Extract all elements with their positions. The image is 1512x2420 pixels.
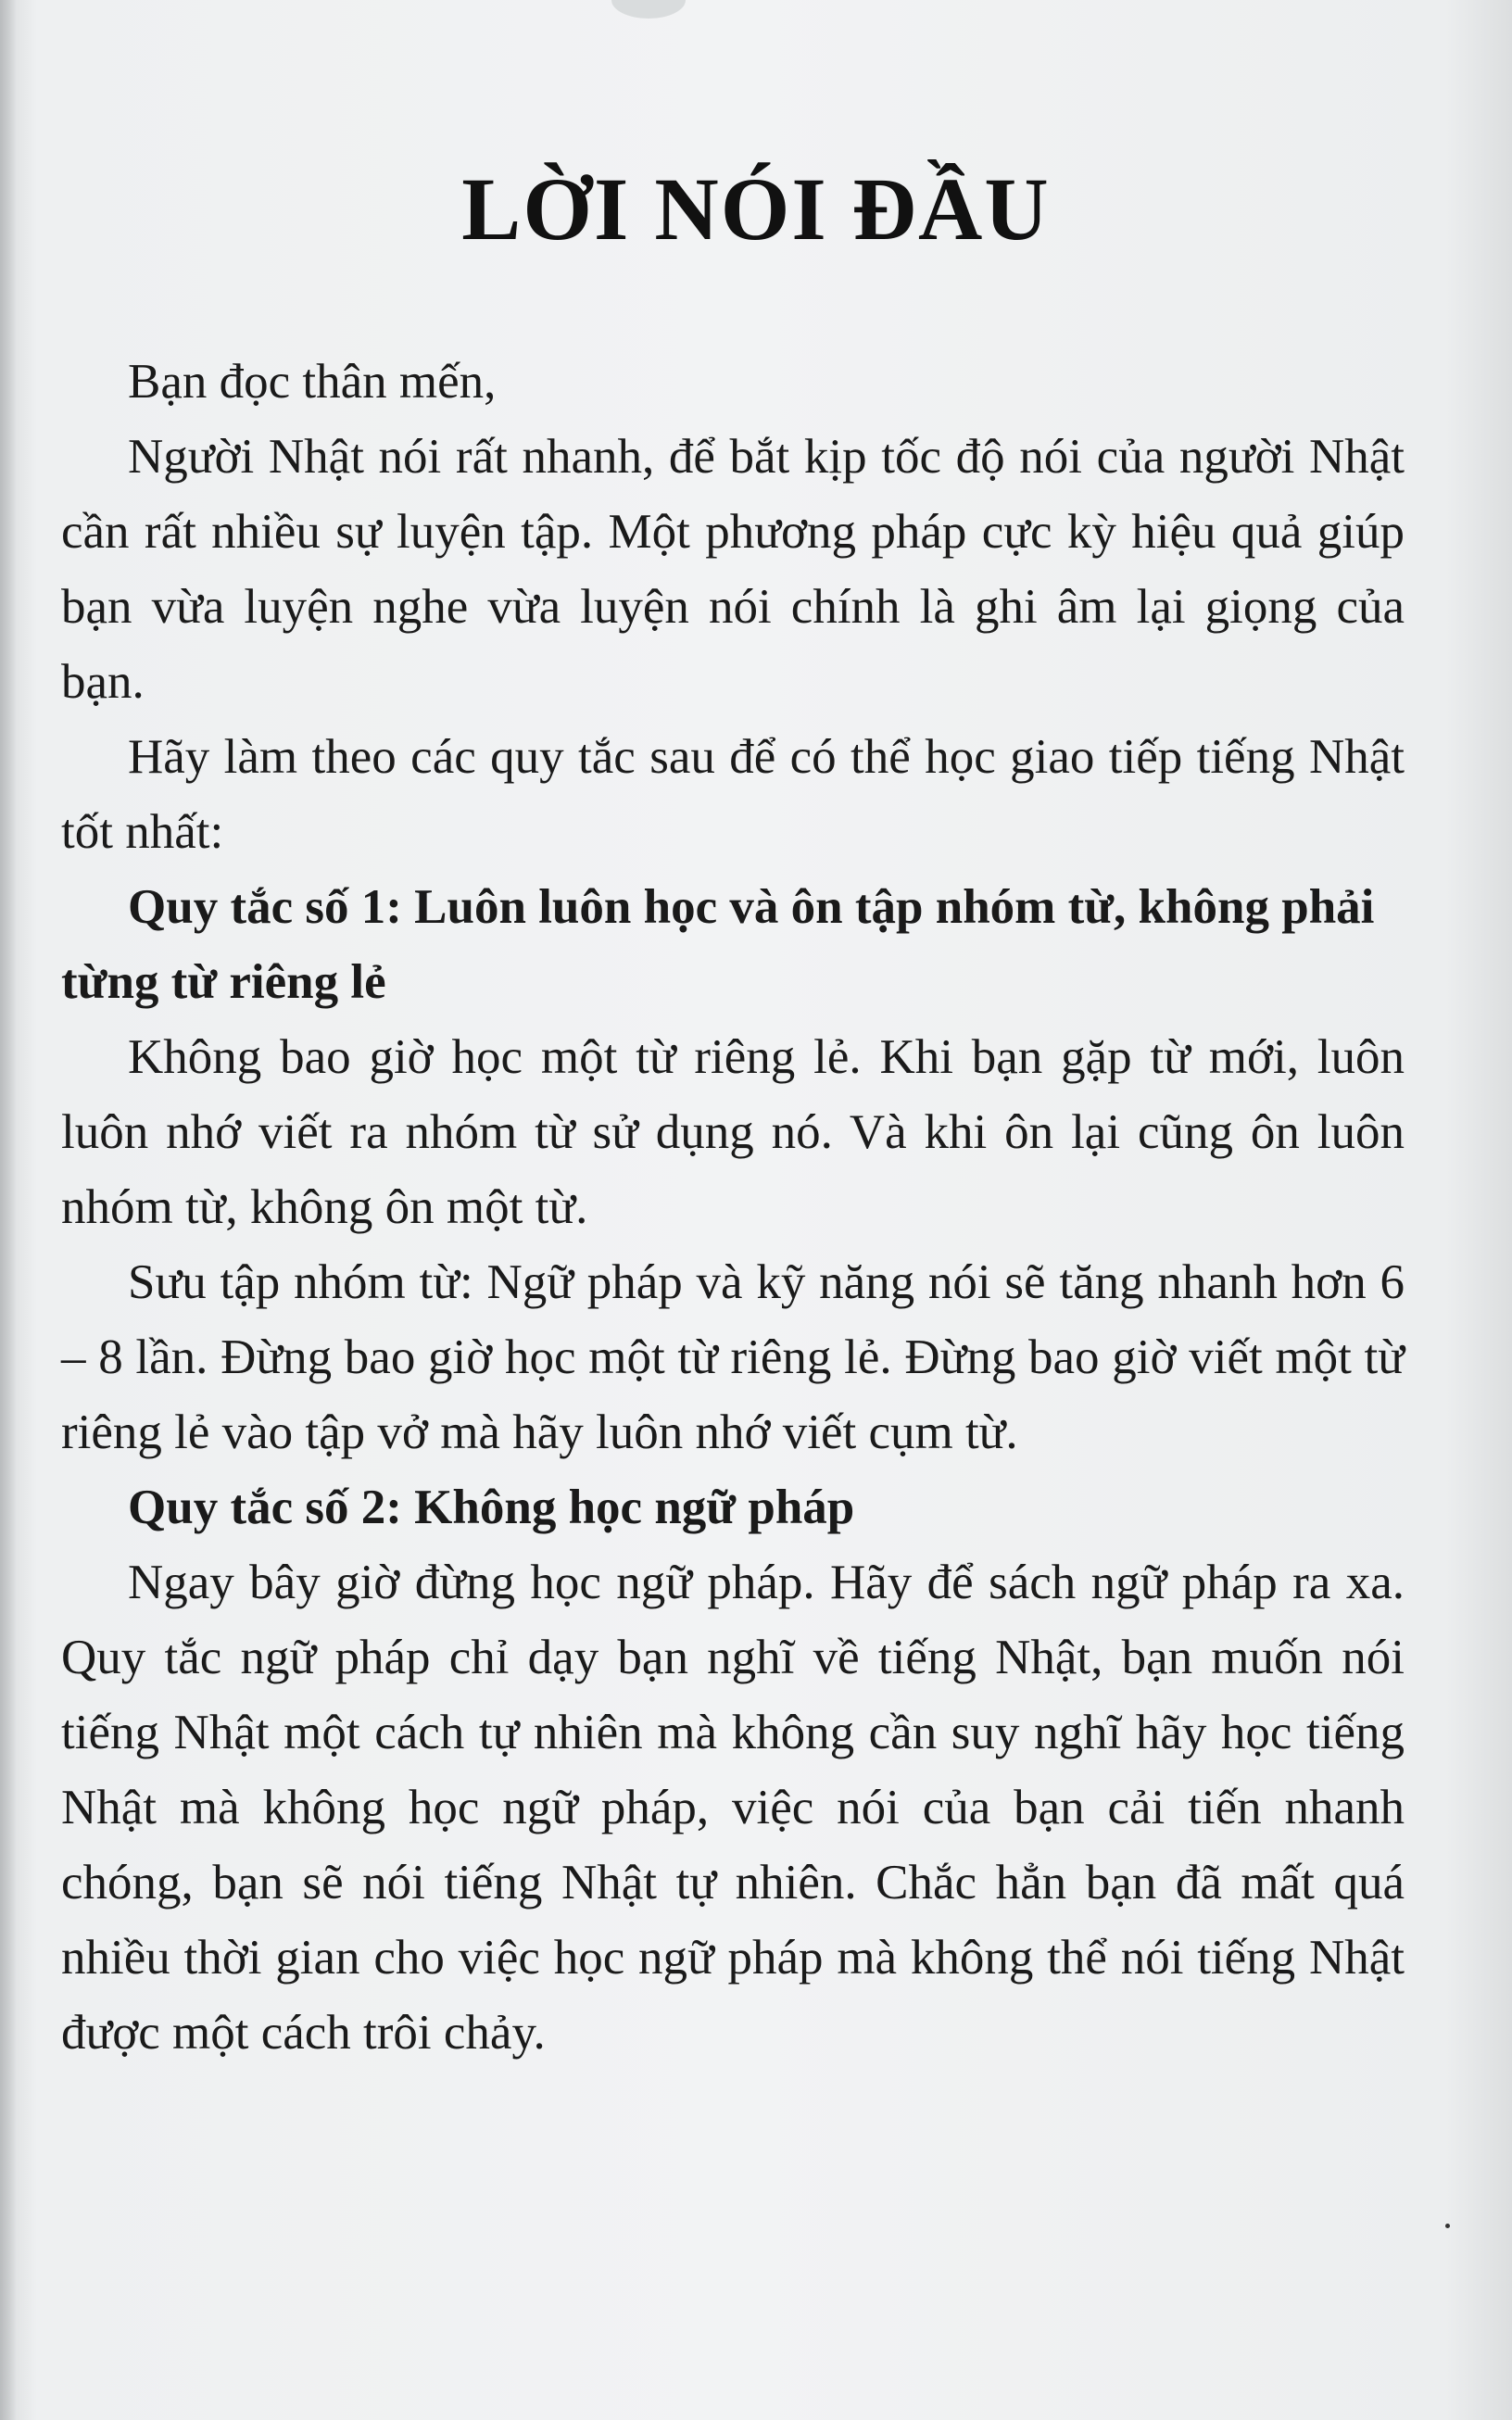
rule-1-paragraph-1: Không bao giờ học một từ riêng lẻ. Khi bạn gặp từ mới, luôn luôn nhớ viết ra nhóm từ sử dụng nó. Và khi ôn lại cũng ôn luôn nhóm từ, không ôn một từ.: [61, 1030, 1405, 1234]
rule-1-paragraph-2: Sưu tập nhóm từ: Ngữ pháp và kỹ năng nói sẽ tăng nhanh hơn 6 – 8 lần. Đừng bao giờ học một từ riêng lẻ. Đừng bao giờ viết một từ riêng lẻ vào tập vở mà hãy luôn nhớ viết cụm từ.: [61, 1255, 1405, 1459]
intro-paragraph: Người Nhật nói rất nhanh, để bắt kịp tốc độ nói của người Nhật cần rất nhiều sự luyện tập. Một phương pháp cực kỳ hiệu quả giúp bạn vừa luyện nghe vừa luyện nói chính là ghi âm lại giọng của bạn.: [61, 430, 1405, 709]
greeting-paragraph: Bạn đọc thân mến,: [128, 355, 497, 409]
instruction-paragraph: Hãy làm theo các quy tắc sau để có thể học giao tiếp tiếng Nhật tốt nhất:: [61, 730, 1405, 859]
rule-1-heading: Quy tắc số 1: Luôn luôn học và ôn tập nhóm từ, không phải từng từ riêng lẻ: [61, 880, 1375, 1009]
rule-2-heading: Quy tắc số 2: Không học ngữ pháp: [128, 1481, 855, 1534]
page-edge-shadow: [0, 0, 17, 2420]
page-ornament: [611, 0, 686, 19]
ink-speck: [1445, 2224, 1450, 2228]
rule-2-paragraph: Ngay bây giờ đừng học ngữ pháp. Hãy để sách ngữ pháp ra xa. Quy tắc ngữ pháp chỉ dạy bạn nghĩ về tiếng Nhật, bạn muốn nói tiếng Nhật một cách tự nhiên mà không cần suy nghĩ hãy học tiếng Nhật mà không học ngữ pháp, việc nói của bạn cải tiến nhanh chóng, bạn sẽ nói tiếng Nhật tự nhiên. Chắc hẳn bạn đã mất quá nhiều thời gian cho việc học ngữ pháp mà không thể nói tiếng Nhật được một cách trôi chảy.: [61, 1556, 1405, 2060]
page-title: LỜI NÓI ĐẦU: [461, 159, 1051, 258]
body-text: [61, 345, 1405, 2071]
